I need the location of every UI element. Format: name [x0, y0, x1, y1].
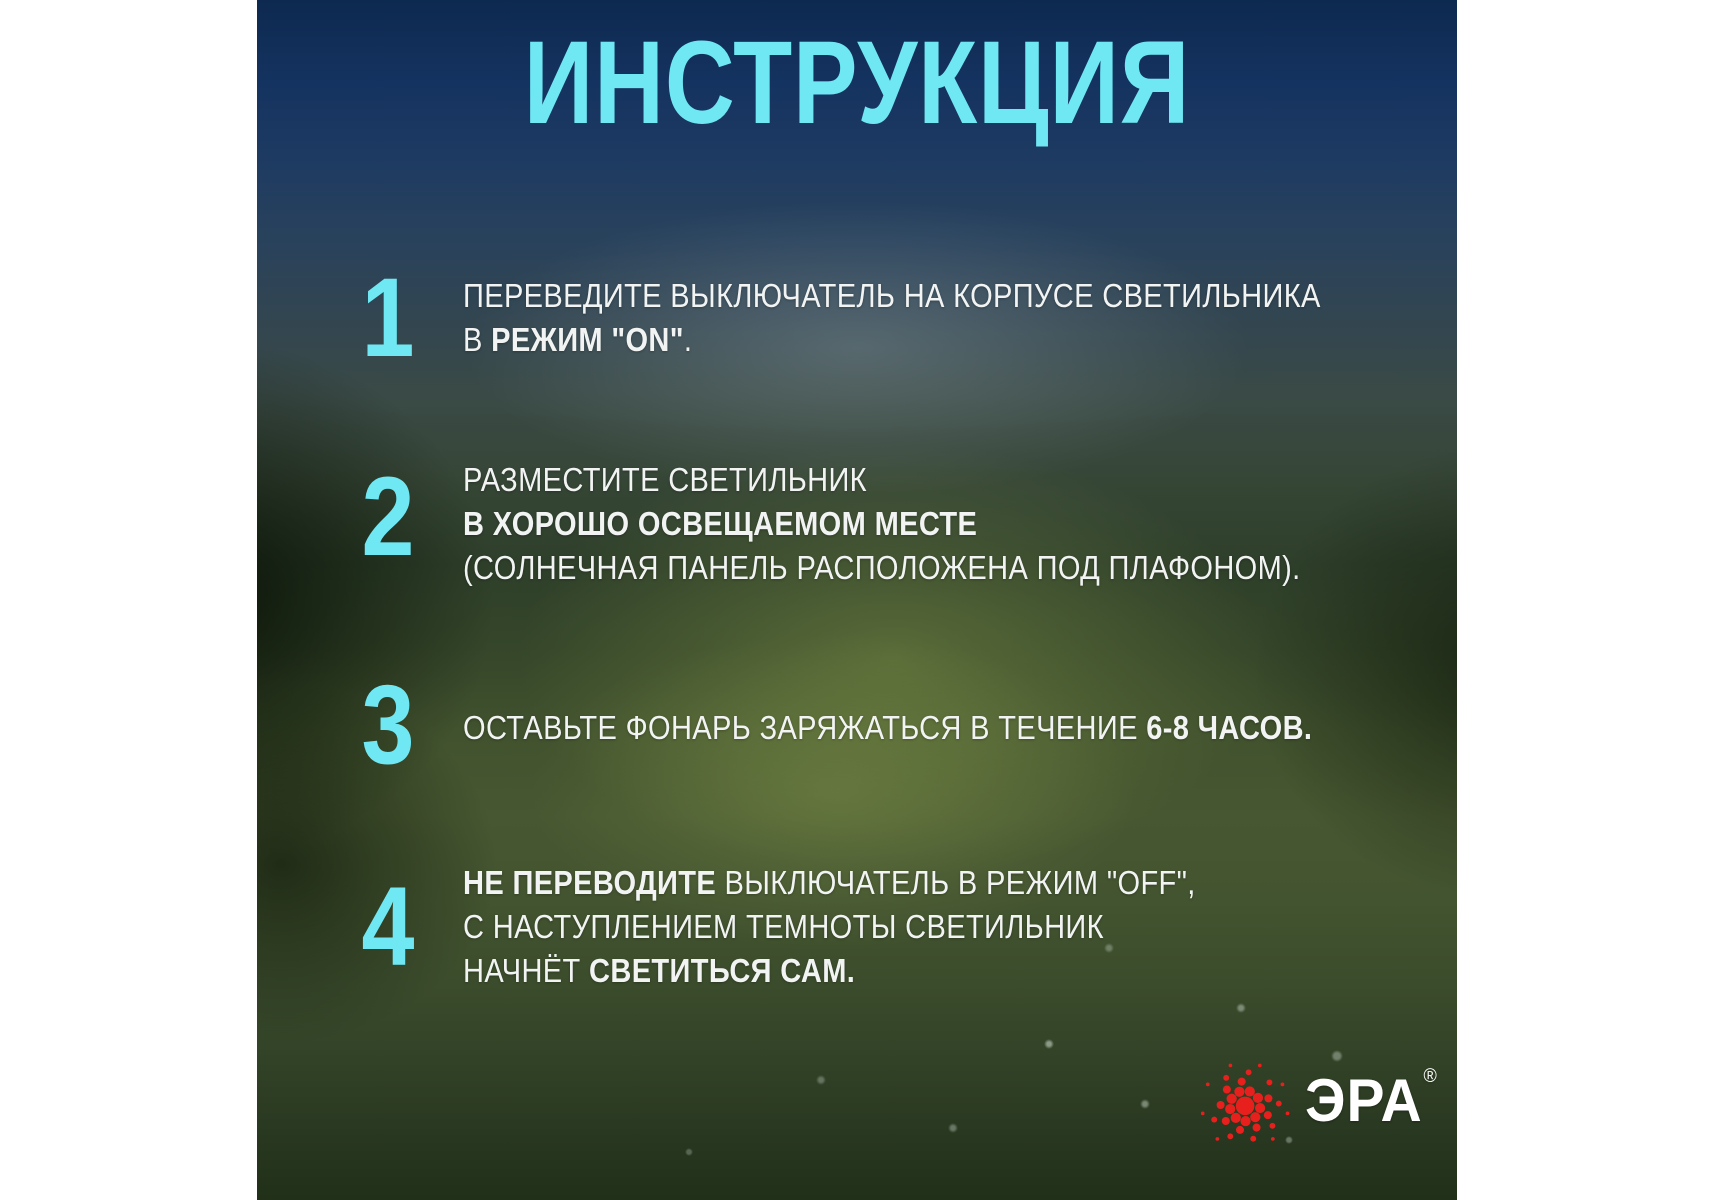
instruction-poster: [257, 0, 1457, 1200]
step-4-line-3: [463, 949, 1369, 993]
text-segment: РЕЖИМ "ON": [491, 321, 684, 358]
text-segment: С НАСТУПЛЕНИЕМ ТЕМНОТЫ СВЕТИЛЬНИК: [463, 908, 1104, 945]
era-logo-icon: [1201, 1052, 1299, 1150]
era-logo: [1201, 1052, 1444, 1150]
text-segment: НАЧНЁТ: [463, 952, 590, 989]
step-3-number: 3: [361, 662, 415, 787]
step-2-line-2: [463, 502, 1369, 546]
text-segment: ОСТАВЬТЕ ФОНАРЬ ЗАРЯЖАТЬСЯ В ТЕЧЕНИЕ: [463, 709, 1147, 746]
step-4-line-1: [463, 861, 1369, 905]
step-1: [355, 255, 1365, 380]
step-2: [355, 454, 1365, 590]
step-1-line-2: [463, 318, 1369, 362]
step-3-line-1: [463, 706, 1369, 750]
step-4: [355, 861, 1365, 993]
step-1-line-1: [463, 274, 1369, 318]
brand-name: ЭРА: [1305, 1067, 1423, 1134]
step-4-line-2: [463, 905, 1369, 949]
step-1-number: 1: [361, 255, 415, 380]
text-segment: В ХОРОШО ОСВЕЩАЕМОМ МЕСТЕ: [463, 505, 978, 542]
step-2-line-1: [463, 458, 1369, 502]
registered-mark: ®: [1423, 1066, 1438, 1087]
text-segment: В: [463, 321, 492, 358]
step-2-line-3: [463, 546, 1369, 590]
text-segment: ВЫКЛЮЧАТЕЛЬ В РЕЖИМ "OFF",: [716, 864, 1196, 901]
step-4-text: [463, 861, 1369, 993]
step-3: [355, 662, 1365, 787]
step-2-number: 2: [361, 454, 415, 579]
page-title: ИНСТРУКЦИЯ: [523, 17, 1191, 149]
text-segment: .: [683, 321, 693, 358]
step-3-text: [463, 706, 1369, 750]
text-segment: (СОЛНЕЧНАЯ ПАНЕЛЬ РАСПОЛОЖЕНА ПОД ПЛАФОНОМ).: [463, 549, 1301, 586]
brand-text: [1305, 1066, 1438, 1134]
text-segment: НЕ ПЕРЕВОДИТЕ: [463, 864, 717, 901]
text-segment: 6-8 ЧАСОВ.: [1146, 709, 1313, 746]
text-segment: ПЕРЕВЕДИТЕ ВЫКЛЮЧАТЕЛЬ НА КОРПУСЕ СВЕТИЛЬНИКА: [463, 277, 1321, 314]
step-1-text: [463, 274, 1369, 362]
step-2-text: [463, 458, 1369, 590]
text-segment: СВЕТИТЬСЯ САМ.: [589, 952, 856, 989]
step-4-number: 4: [361, 864, 415, 989]
text-segment: РАЗМЕСТИТЕ СВЕТИЛЬНИК: [463, 461, 867, 498]
